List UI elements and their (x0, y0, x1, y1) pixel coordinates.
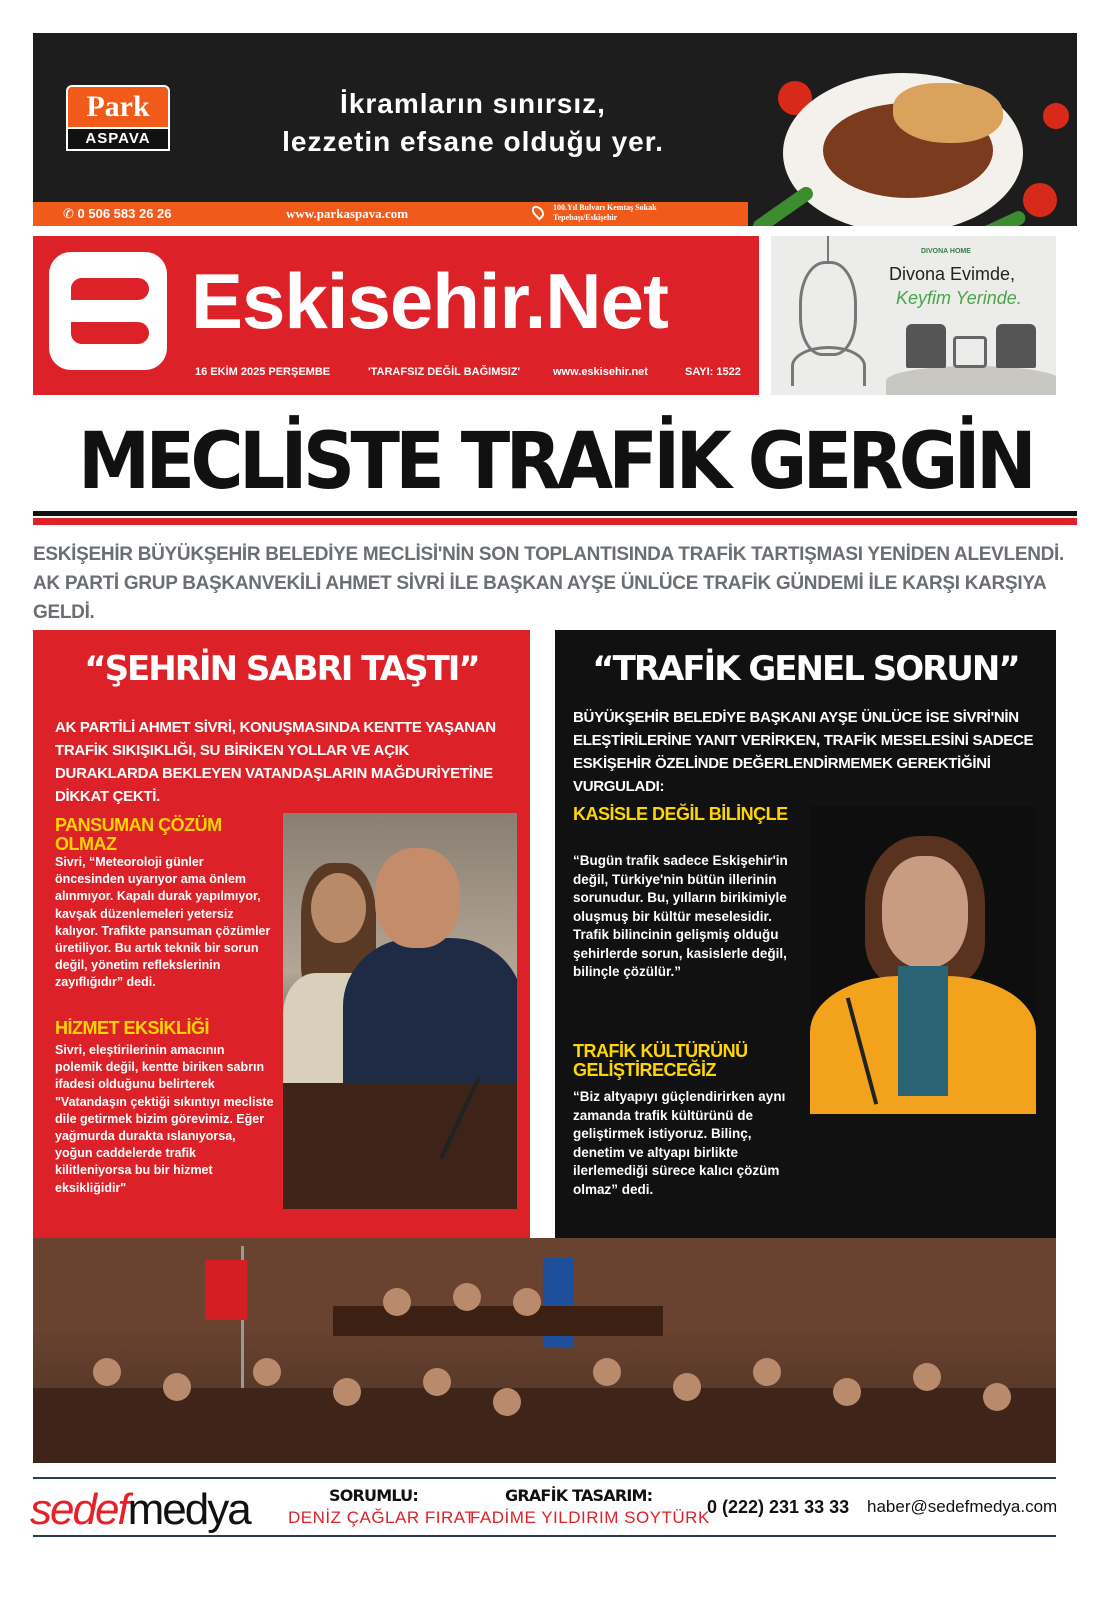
eskisehir-net-e-logo (49, 252, 167, 370)
footer-top-rule (33, 1477, 1056, 1479)
left-subhead-2: HİZMET EKSİKLİĞİ (55, 1018, 209, 1038)
logo-aspava-text: ASPAVA (66, 129, 170, 151)
council-meeting-photo (33, 1238, 1056, 1463)
ad-address (553, 203, 657, 223)
footer-phone[interactable]: 0 (222) 231 33 33 (707, 1497, 850, 1517)
logo-sedef: sedef (30, 1485, 128, 1534)
logo-park-text: Park (66, 85, 170, 129)
right-intro: BÜYÜKŞEHİR BELEDİYE BAŞKANI AYŞE ÜNLÜCE İSE SİVRİ'NİN ELEŞTİRİLERİNE YANIT VERİRKEN, TRAFİK MESELESİNİ SADECE ESKİŞEHİR ÖZELİNDE DEĞERLENDİRMEMEK GEREKTİĞİNİ VURGULADI: (573, 709, 1034, 795)
ad-website[interactable]: www.parkaspava.com (286, 206, 409, 221)
right-subhead-1: KASİSLE DEĞİL BİLİNÇLE (573, 804, 788, 824)
council-desks (33, 1388, 1056, 1463)
park-aspava-logo (66, 85, 170, 149)
divona-advertisement[interactable] (771, 236, 1056, 395)
ad-right-line1: Divona Evimde, (889, 264, 1016, 284)
turkish-flag (205, 1260, 247, 1320)
newspaper-slogan: 'TARAFSIZ DEĞİL BAĞIMSIZ' (368, 366, 521, 378)
footer-email[interactable]: haber@sedefmedya.com (867, 1497, 1058, 1516)
ad-slogan (223, 85, 723, 161)
left-subhead-1: PANSUMAN ÇÖZÜM OLMAZ (55, 815, 222, 854)
ad-phone-text: 0 506 583 26 26 (77, 206, 172, 221)
ad-address-line1: 100.Yıl Bulvarı Kemtaş Sokak (553, 203, 657, 212)
ad-contact-bar (33, 202, 748, 226)
right-body-1: “Bugün trafik sadece Eskişehir'in değil, Türkiye'nin bütün illerinin sorunudur. Bu, yılların birikimiyle oluşmuş bir kültür meselesidir. Trafik bilincinin gelişmiş olduğu şehirlerde sorun, kasislerle değil, bilinçle çözülür.” (573, 853, 788, 979)
left-intro: AK PARTİLİ AHMET SİVRİ, KONUŞMASINDA KENTTE YAŞANAN TRAFİK SIKIŞIKLIĞI, SU BİRİKEN YOLLAR VE AÇIK DURAKLARDA BEKLEYEN VATANDAŞLARIN MAĞDURİYETİNE DİKKAT ÇEKTİ. (55, 719, 496, 805)
divona-logo: DIVONA HOME (921, 248, 971, 255)
right-article-column (555, 630, 1056, 1238)
hanging-chair-image (799, 261, 857, 356)
ad-slogan-line2: lezzetin efsane olduğu yer. (282, 126, 664, 157)
ad-phone: ✆ 0 506 583 26 26 (63, 206, 172, 221)
left-quote-headline: “ŞEHRİN SABRI TAŞTI” (84, 649, 479, 689)
right-body-2: “Biz altyapıyı güçlendirirken aynı zamanda trafik kültürünü de geliştirmek istiyoruz. Bilinç, denetim ve altyapı birlikte ilerlemediği sürece kalıcı çözüm olmaz” dedi. (573, 1089, 786, 1197)
responsible-label: SORUMLU: (329, 1486, 418, 1505)
bread-graphic (893, 83, 1003, 143)
left-body-1: Sivri, “Meteoroloji günler öncesinden uyarıyor ama önlem alınmıyor. Kapalı durak yapılmıyor, kavşak düzenlemeleri yetersiz kalıyor. Trafikte pansuman çözümler üretiliyor. Bu artık teknik bir sorun değil, yönetim reflekslerinin zayıflığıdır” dedi. (55, 855, 271, 990)
tomato-graphic (1043, 103, 1069, 129)
main-headline: MECLİSTE TRAFİK GERGİN (77, 417, 1033, 507)
top-advertisement[interactable] (33, 33, 1077, 226)
logo-medya: medya (127, 1485, 250, 1534)
side-table-image (953, 336, 987, 368)
hanging-chair-rope (827, 236, 829, 264)
council-dais (333, 1306, 663, 1336)
issue-number: SAYI: 1522 (685, 366, 741, 378)
tomato-graphic (1023, 183, 1057, 217)
right-quote-headline: “TRAFİK GENEL SORUN” (592, 649, 1019, 689)
headline-rule-black (33, 511, 1077, 516)
ayse-unluce-photo (810, 806, 1036, 1114)
armchair-image (906, 324, 946, 368)
right-subhead-2: TRAFİK KÜLTÜRÜNÜ GELİŞTİRECEĞİZ (573, 1041, 748, 1080)
article-lede: ESKİŞEHİR BÜYÜKŞEHİR BELEDİYE MECLİSİ'NİN SON TOPLANTISINDA TRAFİK TARTIŞMASI YENİDEN ALEVLENDİ. AK PARTİ GRUP BAŞKANVEKİLİ AHMET SİVRİ İLE BAŞKAN AYŞE ÜNLÜCE TRAFİK GÜNDEMİ İLE KARŞI KARŞIYA GELDİ. (33, 544, 1065, 623)
left-body-2: Sivri, eleştirilerinin amacının polemik değil, kentte biriken sabrın ifadesi olduğunu belirterek "Vatandaşın çektiği sıkıntıyı mecliste dile getirmek bizim görevimiz. Eğer yağmurda durakta ıslanıyorsa, yoğun caddelerde trafik kilitleniyorsa bu bir hizmet eksikliğidir" (55, 1043, 274, 1195)
sedef-medya-logo (30, 1485, 250, 1534)
design-label: GRAFİK TASARIM: (505, 1486, 653, 1505)
ahmet-sivri-photo (283, 813, 517, 1209)
design-name: FADİME YILDIRIM SOYTÜRK (470, 1508, 710, 1527)
issue-date: 16 EKİM 2025 PERŞEMBE (195, 366, 331, 378)
ad-right-line2: Keyfim Yerinde. (896, 288, 1022, 308)
ad-slogan-line1: İkramların sınırsız, (340, 88, 606, 119)
footer-bottom-rule (33, 1535, 1056, 1537)
newspaper-title: Eskisehir.Net (191, 257, 668, 345)
left-article-column (33, 630, 530, 1238)
ad-address-line2: Tepebaşı/Eskişehir (553, 213, 618, 222)
masthead (33, 236, 759, 395)
responsible-name: DENİZ ÇAĞLAR FIRAT (288, 1508, 476, 1527)
newspaper-website[interactable]: www.eskisehir.net (553, 366, 648, 378)
headline-rule-red (33, 518, 1077, 525)
pepper-graphic (750, 184, 815, 226)
platform-image (886, 366, 1056, 395)
chair-stand (791, 346, 866, 386)
armchair-image (996, 324, 1036, 368)
location-pin-icon (530, 204, 547, 221)
